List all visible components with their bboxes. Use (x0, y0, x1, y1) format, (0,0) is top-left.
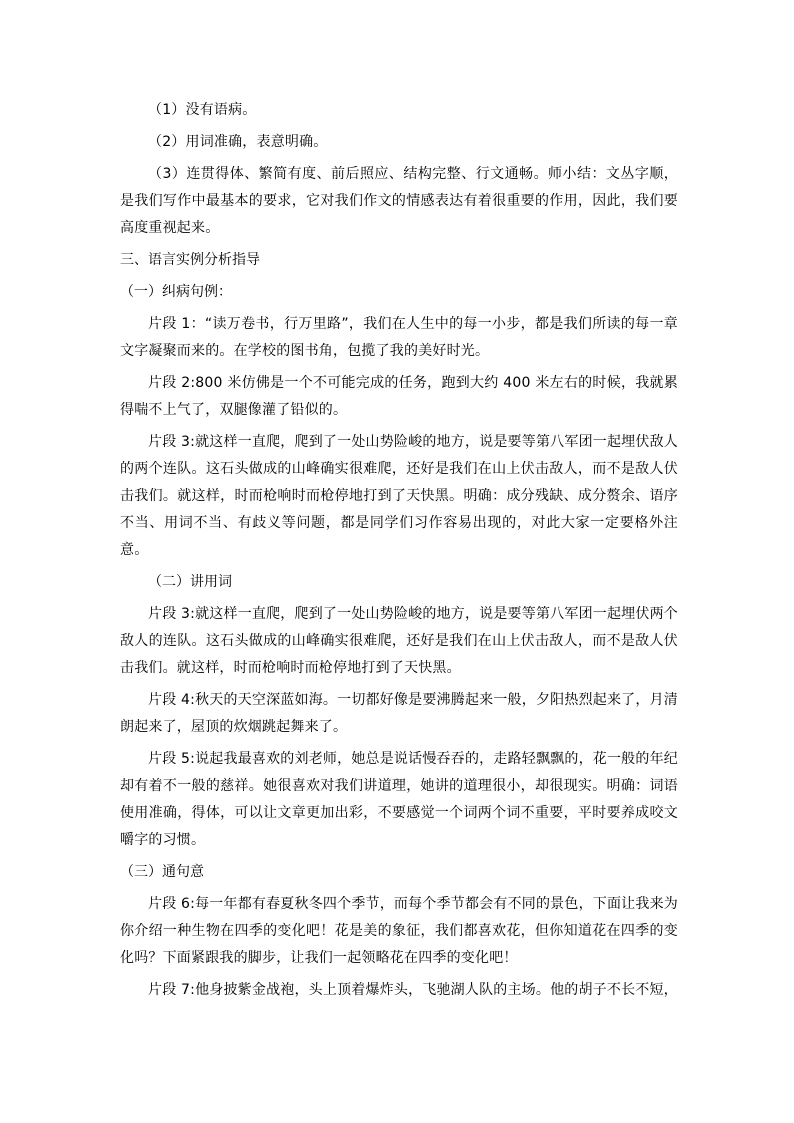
fragment-1: 片段 1：“读万卷书，行万里路”，我们在人生中的每一小步，都是我们所读的每一章文字凝聚而来的。在学校的图书角，包揽了我的美好时光。 (120, 316, 678, 359)
list-item-2: （2）用词准确，表意明确。 (148, 134, 328, 150)
fragment-3-revised: 片段 3:就这样一直爬，爬到了一处山势险峻的地方，说是要等第八军团一起埋伏两个敌人的连队。这石头做成的山峰确实很难爬，还好是我们在山上伏击敌人，而不是敌人伏击我们。就这样，时而枪响时而枪停地打到了天快黑。 (120, 606, 678, 676)
fragment-3-error: 片段 3:就这样一直爬，爬到了一处山势险峻的地方，说是要等第八军团一起埋伏敌人的两个连队。这石头做成的山峰确实很难爬，还好是我们在山上伏击敌人，而不是敌人伏击我们。就这样，时而枪响时而枪停地打到了天快黑。明确：成分残缺、成分赘余、语序不当、用词不当、有歧义等问题，都是同学们习作容易出现的，对此大家一定要格外注意。 (120, 434, 678, 558)
list-item-1: （1）没有语病。 (148, 102, 257, 118)
subsection-heading-1: （一）纠病句例： (120, 284, 232, 300)
fragment-5: 片段 5:说起我最喜欢的刘老师，她总是说话慢吞吞的，走路轻飘飘的，花一般的年纪却有着不一般的慈祥。她很喜欢对我们讲道理，她讲的道理很小，却很现实。明确：词语使用准确，得体，可以让文章更加出彩，不要感觉一个词两个词不重要，平时要养成咬文嚼字的习惯。 (120, 751, 678, 848)
fragment-7: 片段 7:他身披紫金战袍，头上顶着爆炸头，飞驰湖人队的主场。他的胡子不长不短， (148, 982, 678, 998)
fragment-2: 片段 2:800 米仿佛是一个不可能完成的任务，跑到大约 400 米左右的时候，我就累得喘不上气了，双腿像灌了铅似的。 (120, 375, 678, 418)
subsection-heading-3: （三）通句意 (120, 864, 204, 880)
fragment-6: 片段 6:每一年都有春夏秋冬四个季节，而每个季节都会有不同的景色，下面让我来为你介绍一种生物在四季的变化吧！花是美的象征，我们都喜欢花，但你知道花在四季的变化吗？下面紧跟我的脚步，让我们一起领略花在四季的变化吧！ (120, 896, 678, 966)
subsection-heading-2: （二）讲用词 (148, 574, 232, 590)
fragment-4: 片段 4:秋天的天空深蓝如海。一切都好像是要沸腾起来一般，夕阳热烈起来了，月清朗起来了，屋顶的炊烟跳起舞来了。 (120, 692, 678, 735)
list-item-3: （3）连贯得体、繁简有度、前后照应、结构完整、行文通畅。师小结：文丛字顺，是我们写作中最基本的要求，它对我们作文的情感表达有着很重要的作用，因此，我们要高度重视起来。 (120, 166, 678, 236)
document-body (120, 97, 678, 1009)
section-heading-3: 三、语言实例分析指导 (120, 252, 260, 268)
